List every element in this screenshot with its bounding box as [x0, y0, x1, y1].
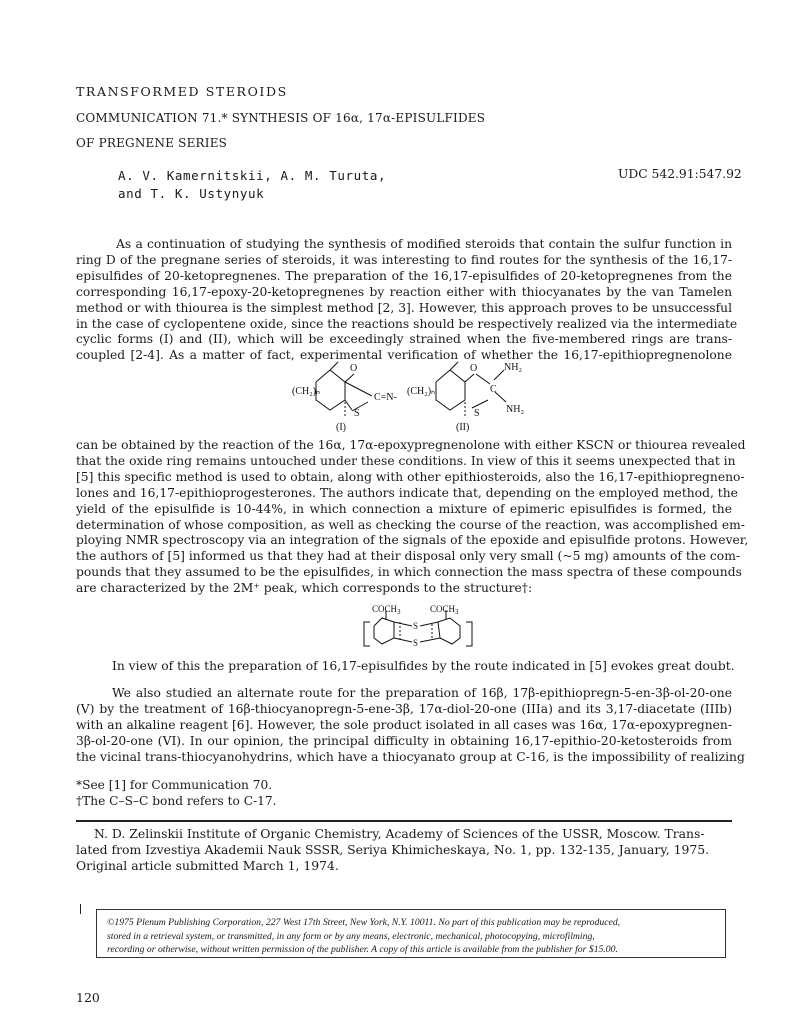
dimer-structure-figure [360, 604, 480, 652]
chem-group: NH₂ [504, 362, 522, 373]
chem-group: (CH₂)ₙ [407, 386, 436, 397]
ring-I [316, 370, 345, 410]
text-line: in the case of cyclopentene oxide, since the reactions should be respectively realized via the intermediate [76, 316, 738, 331]
chem-atom: C [490, 384, 497, 395]
text-line: We also studied an alternate route for the preparation of 16β, 17β-epithiopregn-5-en-3β-ol-20-one [112, 686, 732, 700]
chem-group: C=N- [374, 392, 397, 403]
text-line: cyclic forms (I) and (II), which will be exceedingly strained when the five-membered rings are trans- [76, 332, 732, 347]
acetyl-group-b: COCH [430, 604, 456, 614]
text-line: lones and 16,17-epithioprogesterones. The authors indicate that, depending on the employed method, the [76, 485, 738, 500]
article-title-line-2: OF PREGNENE SERIES [76, 136, 228, 150]
bracket-left [364, 622, 370, 646]
paragraph-verification [76, 438, 749, 597]
series-title: TRANSFORMED STEROIDS [76, 84, 288, 99]
ring-II [436, 370, 465, 410]
text-line: the vicinal trans-thiocyanohydrins, which have a thiocyanato group at C-16, is the impossibility of realizing [76, 749, 745, 764]
divider [76, 820, 732, 822]
authors-line-2: and T. K. Ustynyuk [118, 186, 265, 201]
chem-group [372, 604, 401, 616]
paragraph-intro [76, 237, 738, 364]
text-line: [5] this specific method is used to obtain, along with other epithiosteroids, also the 16,17-epithiopregneno- [76, 469, 745, 484]
chem-group: (CH₂)ₙ [292, 386, 321, 397]
text-line: determination of whose composition, as well as checking the course of the reaction, was accomplished em- [76, 517, 745, 532]
chem-group [430, 604, 459, 616]
affiliation-block [76, 826, 732, 874]
text-line: ring D of the pregnane series of steroids, it was interesting to find routes for the synthesis of the 16,17- [76, 252, 732, 267]
divider [80, 904, 81, 914]
chem-atom: O [470, 363, 478, 374]
text-line: As a continuation of studying the synthesis of modified steroids that contain the sulfur function in [116, 237, 732, 251]
text-line: episulfides of 20-ketopregnenes. The preparation of the 16,17-episulfides of 20-ketopregnenes from the [76, 268, 732, 283]
chem-atom: S [474, 408, 480, 419]
text-line: recording or otherwise, without written permission of the publisher. A copy of this article is available from the publisher for $15.00. [107, 944, 618, 955]
article-title-line-1: COMMUNICATION 71.* SYNTHESIS OF 16α, 17α-EPISULFIDES [76, 111, 486, 125]
text-line: coupled [2-4]. As a matter of fact, experimental verification of whether the 16,17-epithiopregnenolone [76, 348, 732, 363]
chem-atom: O [350, 363, 358, 374]
text-line: lated from Izvestiya Akademii Nauk SSSR, Seriya Khimicheskaya, No. 1, pp. 132-135, January, 1975. [76, 842, 710, 857]
text-line: ploying NMR spectroscopy via an integration of the signals of the epoxide and episulfide protons. However, [76, 533, 749, 548]
paragraph-alternate-route [76, 686, 745, 766]
text-line: pounds that they assumed to be the episulfides, in which connection the mass spectra of these compounds [76, 565, 742, 580]
bracket-right [466, 622, 472, 646]
text-line: Original article submitted March 1, 1974. [76, 858, 339, 873]
structures-I-II-figure [290, 360, 530, 432]
text-line: can be obtained by the reaction of the 16α, 17α-epoxypregnenolone with either KSCN or thiourea revealed [76, 438, 746, 452]
text-line: (V) by the treatment of 16β-thiocyanopregn-5-ene-3β, 17α-diol-20-one (IIIa) and its 3,17-diacetate (IIIb) [76, 701, 732, 716]
structure-label: (II) [456, 422, 470, 432]
text-line: N. D. Zelinskii Institute of Organic Chemistry, Academy of Sciences of the USSR, Moscow. Trans- [94, 826, 705, 841]
authors [118, 167, 386, 203]
footnote-star: *See [1] for Communication 70. [76, 778, 273, 792]
text-line: In view of this the preparation of 16,17-episulfides by the route indicated in [5] evokes great doubt. [112, 659, 735, 673]
authors-line-1: A. V. Kamernitskii, A. M. Turuta, [118, 168, 387, 183]
text-line: with an alkaline reagent [6]. However, the sole product isolated in all cases was 16α, 17α-epoxypregnen- [76, 717, 732, 732]
acetyl-group-a: COCH [372, 604, 398, 614]
chem-atom: S [354, 408, 360, 419]
text-line: are characterized by the 2M⁺ peak, which corresponds to the structure†: [76, 581, 533, 596]
text-line: the authors of [5] informed us that they had at their disposal only very small (~5 mg) amounts of the com- [76, 549, 741, 564]
subscript: 3 [397, 608, 401, 616]
page-number: 120 [76, 990, 100, 1005]
copyright-notice [107, 916, 719, 957]
chem-group: NH₂ [506, 404, 524, 415]
paragraph-doubt [76, 659, 735, 675]
text-line: 3β-ol-20-one (VI). In our opinion, the principal difficulty in obtaining 16,17-epithio-20-ketosteroids from [76, 733, 732, 748]
subscript: 3 [455, 608, 459, 616]
text-line: corresponding 16,17-epoxy-20-ketopregnenes by reaction either with thiocyanates by the van Tamelen [76, 284, 732, 299]
structure-label: (I) [336, 422, 346, 432]
copyright-box [96, 909, 726, 958]
chem-atom: S [413, 638, 419, 648]
udc-code: UDC 542.91:547.92 [618, 167, 742, 181]
text-line: stored in a retrieval system, or transmitted, in any form or by any means, electronic, mechanical, photocopying, microfilming, [107, 930, 595, 942]
chem-atom: S [413, 621, 419, 631]
text-line: that the oxide ring remains untouched under these conditions. In view of this it seems unexpected that in [76, 453, 736, 468]
text-line: ©1975 Plenum Publishing Corporation, 227 West 17th Street, New York, N.Y. 10011. No part of this publication may be reproduced, [107, 917, 621, 928]
footnote-dagger: †The C–S–C bond refers to C-17. [76, 794, 277, 808]
text-line: yield of the episulfide is 10-44%, in which connection a mixture of epimeric episulfides is formed, the [76, 501, 732, 516]
text-line: method or with thiourea is the simplest method [2, 3]. However, this approach proves to be unsuccessful [76, 300, 732, 315]
